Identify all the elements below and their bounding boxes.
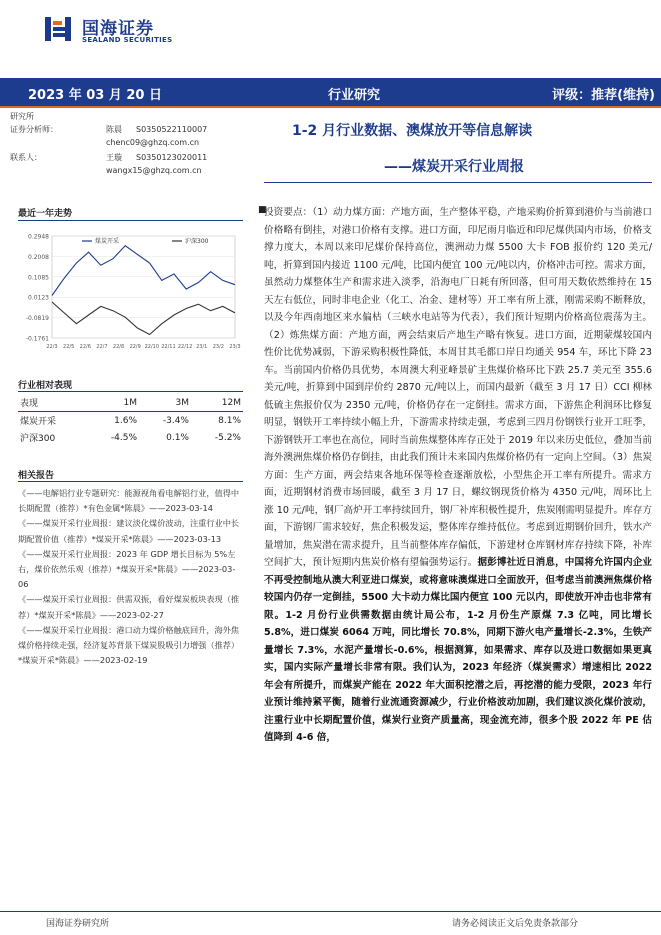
performance-table (18, 394, 243, 446)
trend-heading: 最近一年走势 (18, 209, 73, 219)
trend-heading-line (18, 220, 243, 221)
contact-role: 联系人： (10, 153, 42, 162)
table-header-cell: 1M (87, 394, 139, 412)
table-cell: 8.1% (218, 415, 241, 426)
x-tick-label: 22/5 (63, 344, 75, 350)
legend-label: 煤炭开采 (95, 238, 120, 245)
analyst-cert: S0350522110007 (136, 125, 208, 134)
related-report-link[interactable]: 《——煤炭开采行业周报：建议淡化煤价波动，注重行业中长期配置价值（推荐）*煤炭开采*陈晨》——2023-03-13 (18, 518, 240, 544)
contact-cert: S0350123020011 (136, 153, 208, 162)
x-tick-label: 23/2 (212, 344, 224, 350)
report-banner (0, 78, 661, 106)
table-cell: 1.6% (114, 415, 138, 426)
x-tick-label: 22/6 (79, 344, 91, 350)
contact-email: wangx15@ghzq.com.cn (106, 166, 202, 175)
table-header-cell: 12M (191, 394, 243, 412)
chart-frame (52, 236, 235, 338)
report-date: 2023 年 03 月 20 日 (28, 88, 162, 103)
logo-text: 国海证券 (82, 19, 154, 39)
related-report-link[interactable]: 《——煤炭开采行业周报：供需双振，看好煤炭板块表现（推荐）*煤炭开采*陈晨》——2023-02-27 (18, 594, 240, 620)
series-line (52, 246, 235, 296)
x-tick-label: 22/7 (96, 344, 108, 350)
related-report-link[interactable]: 《——电解铝行业专题研究：能源视角看电解铝行业，值得中长期配置（推荐）*有色金属*陈晨》——2023-03-14 (18, 488, 240, 514)
y-tick-label: -0.0819 (25, 315, 49, 323)
institute-heading: 研究所 (10, 112, 34, 121)
bullet-icon: ■ (258, 205, 267, 215)
table-cell: 0.1% (166, 432, 189, 443)
related-report-link[interactable]: 《——煤炭开采行业周报：2023 年 GDP 增长目标为 5%左右，煤价依然乐观（推荐）*煤炭开采*陈晨》——2023-03-06 (18, 548, 236, 590)
y-tick-label: 0.2008 (28, 253, 49, 261)
table-row (18, 429, 243, 446)
x-tick-label: 22/10 (144, 344, 160, 350)
related-report-link[interactable]: 《——煤炭开采行业周报：港口动力煤价格触底回升，海外焦煤价格持续走强，经济复苏背景下煤炭股吸引力增强（推荐）*煤炭开采*陈晨》——2023-02-19 (18, 624, 240, 666)
table-cell: 煤炭开采 (20, 417, 57, 427)
logo-mark-icon (44, 15, 74, 45)
x-tick-label: 22/11 (161, 344, 176, 350)
x-tick-label: 22/8 (112, 344, 125, 350)
x-tick-label: 22/9 (129, 344, 141, 350)
x-tick-label: 22/3 (46, 344, 58, 350)
footer-divider (0, 911, 661, 912)
performance-heading: 行业相对表现 (18, 381, 73, 391)
y-tick-label: 0.0123 (28, 294, 49, 302)
table-header-row (18, 394, 243, 412)
report-category: 行业研究 (328, 88, 381, 103)
table-header-cell: 表现 (18, 394, 87, 412)
footer-disclaimer: 请务必阅读正文后免责条款部分 (452, 919, 579, 929)
legend-label: 沪深300 (185, 238, 209, 245)
y-tick-label: 0.1085 (28, 274, 49, 282)
analyst-name: 陈晨 (106, 125, 122, 134)
body-bold-text: 据彭博社近日消息，中国将允许国内企业不再受控制地从澳大利亚进口煤炭，或将意味澳煤进口全面放开，但考虑当前澳洲焦煤价格较国内仍存一定倒挂，5500 大卡动力煤比国内便宜 100 元以内，即使放开冲击也非常有限。1-2 月份行业供需数据由统计局公布，1-2 月份生产原煤 7.3 亿吨，同比增长 5.8%，进口煤炭 6064 万吨，同比增长 70.8%，同期下游火电产量增长-2.3%，生铁产量增长 7.3%，水泥产量增长-0.6%，根据测算，如果需求、库存以及进口数据如果更真实，国内实际产量增长非常有限。我们认为，2023 年经济（煤炭需求）增速相比 2022 年会有所提升，而煤炭产能在 2022 年大面积挖潜之后，再挖潜的能力受限，2023 年行业预计维持紧平衡，随着行业流通资源减少，行业价格波动加剧，我们建议淡化煤价波动，注重行业中长期配置价值，煤炭行业资产质量高，现金流充沛，很多个股 2022 年 PE 估值降到 4-6 倍， (264, 557, 653, 743)
banner-accent-line (0, 106, 661, 108)
logo-subtext: SEALAND SECURITIES (82, 36, 173, 44)
footer-institute: 国海证券研究所 (46, 919, 110, 929)
table-cell: -4.5% (110, 432, 138, 443)
report-rating: 评级：推荐(维持) (552, 88, 655, 103)
analyst-email: chenc09@ghzq.com.cn (106, 138, 200, 147)
related-reports-list (18, 486, 243, 668)
x-tick-label: 22/12 (177, 344, 193, 350)
title-divider (264, 182, 652, 183)
x-tick-label: 23/1 (196, 344, 208, 350)
report-title: 1-2 月行业数据、澳煤放开等信息解读 (292, 123, 533, 139)
table-cell: -5.2% (214, 432, 241, 443)
x-tick-label: 23/3 (229, 344, 241, 350)
body-paragraph (264, 204, 652, 747)
related-heading-line (18, 481, 243, 482)
series-line (52, 302, 235, 335)
related-heading: 相关报告 (18, 471, 55, 481)
performance-heading-line (18, 391, 243, 392)
analyst-role: 证券分析师： (10, 125, 58, 134)
table-cell: 沪深300 (20, 434, 56, 444)
table-row (18, 412, 243, 430)
y-tick-label: 0.2948 (28, 233, 49, 241)
table-header-cell: 3M (139, 394, 191, 412)
table-cell: -3.4% (162, 415, 189, 426)
body-text: 投资要点：（1）动力煤方面：产地方面，生产整体平稳，产地采购价折算到港价与当前港口价格略有倒挂，对港口价格有支撑。进口方面，印尼雨月临近和印尼煤供国内市场，价格支撑力度大，本周以来印尼煤价保持高位，澳洲动力煤 5500 大卡 FOB 报价约 120 美元/吨，折算到国内接近 1100 元/吨，比国内便宜 100 元/吨以内，价格冲击可控。需求方面，虽然动力煤整体生产和需求进入淡季，沿海电厂日耗有所回落，但可用天数依然维持在 15 天左右低位，同时非电企业（化工、冶金、建材等）开工率有所上涨，刚需采购不断释放，以及今年西南地区来水偏枯（三峡水电站等为代表），我们预计短期内价格高位震荡为主。（2）炼焦煤方面：产地方面，两会结束后产地生产略有恢复。进口方面，近期蒙煤较国内性价比优势减弱，下游采购积极性降低，本周甘其毛都口岸日均通关 954 车，环比下降 23 车。当前国内价格仍具优势，本周澳大利亚峰景矿主焦煤价格环比下跌 25.7 美元至 355.6 美元/吨，折算到中国到岸价约 2870 元/吨以上，而国内最新（截至 3 月 17 日）CCI 柳林低硫主焦报价仅为 2350 元/吨，价格仍存在一定倒挂。需求方面，下游焦企利润环比修复明显，钢铁开工率持续小幅上升，下游需求持续走强，考虑到三四月份钢铁行业开工旺季，下游钢铁开工率也在高位，同时当前焦煤整体库存正处于 2019 年以来历史低位，叠加当前海外澳洲焦煤价格仍存倒挂，由此我们预计未来国内焦煤价格仍有一定向上空间。（3）焦炭方面：生产方面，两会结束各地环保等检查逐渐放松，小型焦企开工率有所提升。需求方面，近期钢材消费市场回暖，截至 3 月 17 日，螺纹钢现货价格为 4350 元/吨，周环比上涨 10 元/吨，钢厂高炉开工率持续回升，钢厂补库积极性提升，焦炭刚需明显提升。库存方面，下游钢厂需求较好，焦企积极发运，整体库存维持低位。考虑到近期钢价回升，铁水产量增加，焦炭潜在需求提升，且当前整体库存偏低，下游建材仓库钢材库存持续下降，补库空间扩大，预计短期内焦炭价格有望偏强势运行。 (264, 207, 652, 568)
contact-name: 王璇 (106, 153, 122, 162)
trend-chart (18, 228, 243, 356)
report-subtitle: ——煤炭开采行业周报 (384, 159, 524, 175)
y-tick-label: -0.1761 (25, 335, 49, 343)
